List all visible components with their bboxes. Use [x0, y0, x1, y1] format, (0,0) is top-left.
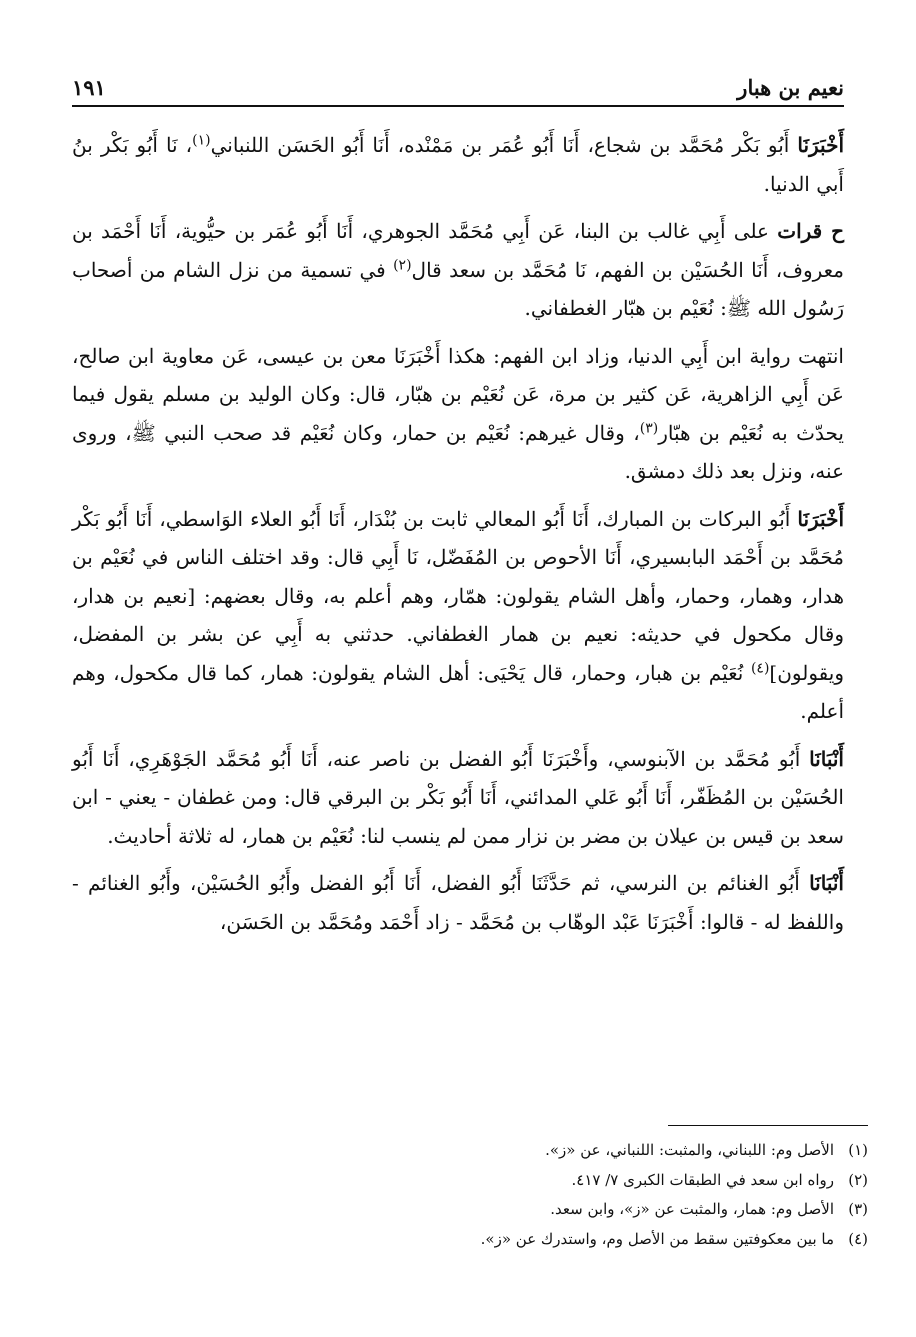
paragraph-text: أَبُو الغنائم بن النرسي، ثم حَدَّثَنَا أَبُو الفضل، أَنَا أَبُو الفضل وأَبُو الحُسَيْن، وأَبُو الغنائم - واللفظ له - قالوا: أَخْبَرَنَا عَبْد الوهّاب بن مُحَمَّد - زاد أَحْمَد ومُحَمَّد بن الحَسَن، — [72, 871, 844, 934]
paragraph-text: على أَبِي غالب بن البنا، عَن أَبِي مُحَمَّد الجوهري، أَنَا أَبُو عُمَر بن حيُّوية، أَنَا أَحْمَد بن معروف، أَنَا الحُسَيْن بن الفهم، نَا مُحَمَّد بن سعد قال — [72, 219, 844, 282]
paragraph-text: أَبُو بَكْر مُحَمَّد بن شجاع، أَنَا أَبُو عُمَر بن مَمْنْده، أَنَا أَبُو الحَسَن اللنباني — [210, 133, 798, 157]
footnote-number: (١) — [848, 1141, 868, 1159]
paragraph-text: أَبُو مُحَمَّد بن الآبنوسي، وأَخْبَرَنَا أَبُو الفضل بن ناصر عنه، أَنَا أَبُو مُحَمَّد الجَوْهَرِي، أَنَا أَبُو الحُسَيْن بن المُظَفّر، أَنَا أَبُو عَلي المدائني، أَنَا أَبُو بَكْر بن البرقي قال: ومن غطفان - يعني - ابن سعد بن قيس بن عيلان بن مضر بن نزار ممن لم ينسب لنا: نُعَيْم بن همار، له ثلاثة أحاديث. — [72, 746, 844, 848]
paragraph-text: ، نَا أَبُو بَكْر بنُ أَبي الدنيا. — [72, 133, 844, 196]
running-title: نعيم بن هبار — [737, 75, 844, 100]
footnote-2 — [72, 1166, 868, 1196]
page-number: ١٩١ — [72, 75, 106, 100]
paragraph-lead: أَنْبَانَا — [809, 746, 844, 771]
footnote-number: (٤) — [848, 1229, 868, 1248]
footnote-4 — [72, 1225, 868, 1255]
paragraph-lead: ح قرات — [777, 219, 844, 243]
paragraph-text: في تسمية من نزل الشام من أصحاب رَسُول الله ﷺ: نُعَيْم بن هبّار الغطفاني. — [72, 257, 844, 320]
paragraph-3 — [72, 337, 844, 491]
footnote-number: (٣) — [848, 1200, 868, 1218]
paragraph-6 — [72, 864, 844, 941]
footnote-1 — [72, 1136, 868, 1166]
paragraph-2 — [72, 212, 844, 328]
footnote-3 — [72, 1195, 868, 1225]
footnote-marker: (١) — [192, 132, 211, 149]
paragraph-1 — [72, 126, 844, 203]
paragraph-lead: أَخْبَرَنَا — [797, 133, 845, 157]
footnote-separator — [668, 1125, 868, 1126]
paragraph-lead: أَخْبَرَنَا — [797, 506, 844, 531]
footnote-marker: (٣) — [639, 419, 659, 436]
paragraph-text: نُعَيْم بن هبار، وحمار، قال يَحْيَى: أهل الشام يقولون: همار، كما قال مكحول، وهم أعلم. — [72, 660, 844, 723]
paragraph-4 — [72, 500, 844, 731]
footnote-text: ما بين معكوفتين سقط من الأصل وم، واستدرك عن «ز». — [480, 1229, 834, 1248]
footnote-number: (٢) — [848, 1170, 868, 1189]
paragraph-5 — [72, 740, 844, 856]
page-header — [72, 62, 844, 100]
body-text — [72, 126, 844, 950]
paragraph-lead: أَنْبَانَا — [809, 871, 844, 895]
header-rule — [72, 105, 844, 107]
paragraph-text: انتهت رواية ابن أَبِي الدنيا، وزاد ابن الفهم: هكذا أَخْبَرَنَا معن بن عيسى، عَن معاوية ابن صالح، عَن أَبِي الزاهرية، عَن كثير بن مرة، عَن نُعَيْم بن هبّار، قال: وكان الوليد بن مسلم يقول فيما يحدّث به نُعَيْم بن هبّار — [72, 343, 844, 445]
paragraph-text: ، وقال غيرهم: نُعَيْم بن حمار، وكان نُعَيْم قد صحب النبي ﷺ، وروى عنه، ونزل بعد ذلك دمشق. — [72, 420, 844, 483]
footnote-marker: (٤) — [750, 659, 770, 676]
paragraph-text: أَبُو البركات بن المبارك، أَنَا أَبُو المعالي ثابت بن بُنْدَار، أَنَا أَبُو العلاء الوَاسطي، أَنَا أَبُو بَكْر مُحَمَّد بن أَحْمَد البابسيري، أَنَا الأحوص بن المُفَضّل، نَا أَبِي قال: وقد اختلف الناس في نُعَيْم بن هدار، وهمار، وحمار، وأهل الشام يقولون: همّار، وهم أعلم به، وقال بعضهم: [نعيم بن هدار، وقال مكحول في حديثه: نعيم بن همار الغطفاني. حدثني به أَبِي عن بشر بن المفضل، ويقولون] — [72, 506, 844, 685]
footnote-marker: (٢) — [393, 256, 412, 273]
footnote-text: رواه ابن سعد في الطبقات الكبرى ٧/ ٤١٧. — [571, 1170, 834, 1189]
footnote-text: الأصل وم: اللبناني، والمثبت: اللنباني، عن «ز». — [545, 1141, 834, 1159]
footnotes — [72, 1136, 868, 1254]
footnote-text: الأصل وم: همار، والمثبت عن «ز»، وابن سعد. — [550, 1200, 834, 1218]
